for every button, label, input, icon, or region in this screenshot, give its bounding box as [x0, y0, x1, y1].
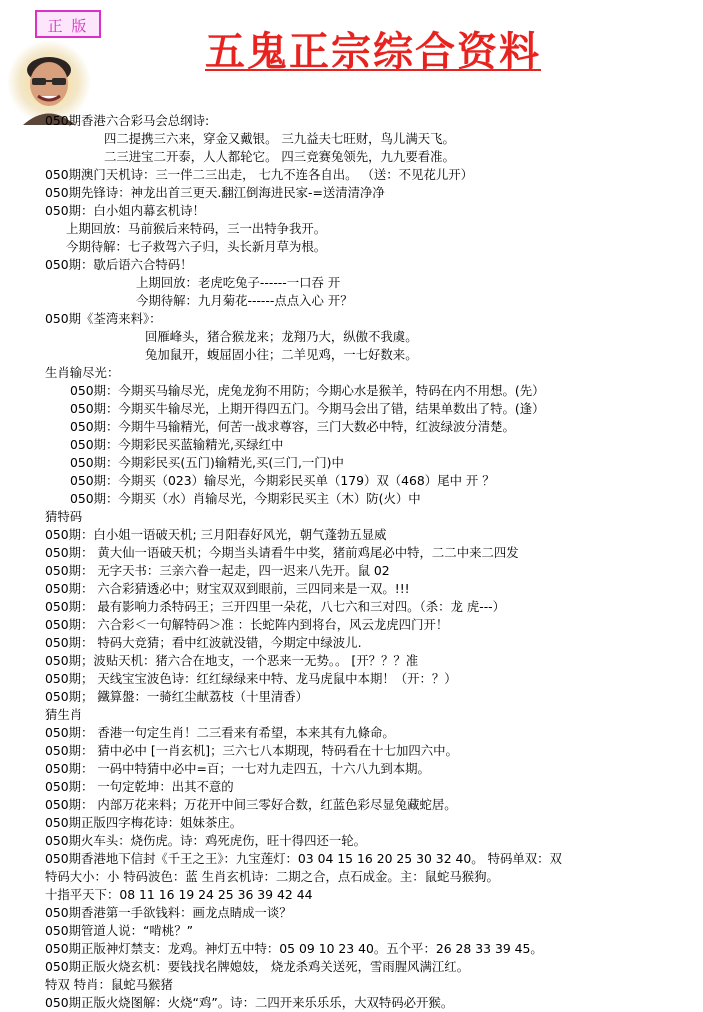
text-line: 050期正版火烧玄机：要钱找名牌媳妓， 烧龙杀鸡关送死，雪雨腥风满江红。 — [45, 959, 470, 974]
text-line: 050期： 特码大竞猜；看中红波就没错，今期定中绿波儿. — [45, 635, 362, 650]
text-line: 今期待解：七子救驾六子归，头长新月草为根。 — [66, 239, 327, 254]
text-line: 050期香港地下信封《千王之王》：九宝莲灯：03 04 15 16 20 25 30 32 40。 特码单双：双 — [45, 851, 562, 866]
section-heading: 生肖输尽光： — [45, 365, 120, 380]
text-line: 050期： 一码中特猜中必中=百；一七对九走四五，十六八九到本期。 — [45, 761, 430, 776]
text-line: 050期火车头：烧伤虎。诗：鸡死虎伤，旺十得四还一轮。 — [45, 833, 367, 848]
text-line: 050期澳门天机诗：三一伴二三出走， 七九不连各自出。 （送：不见花儿开） — [45, 167, 474, 182]
text-line: 050期正版神灯禁支：龙鸡。神灯五中特：05 09 10 23 40。五个平：26 28 33 39 45。 — [45, 941, 543, 956]
section-heading: 猜特码 — [45, 509, 83, 524]
text-line: 050期：今期买牛输尽光，上期开得四五门。今期马会出了错，结果单数出了特。(逢） — [70, 401, 545, 416]
text-line: 050期《荃湾来料》： — [45, 311, 162, 326]
text-line: 050期：今期彩民买蓝输精光,买绿红中 — [70, 437, 284, 452]
text-line: 050期： 猜中必中 [一肖玄机]；三六七八本期现，特码看在十七加四六中。 — [45, 743, 458, 758]
section-heading: 猜生肖 — [45, 707, 83, 722]
text-line: 050期： 香港一句定生肖！二三看来有希望，本来其有九條命。 — [45, 725, 395, 740]
text-line: 050期：今期牛马输精光，何苦一战求尊容，三门大数必中特，红波绿波分清楚。 — [70, 419, 515, 434]
text-line: 050期：歇后语六合特码！ — [45, 257, 193, 272]
text-line: 上期回放：马前猴后来特码，三一出特争我开。 — [66, 221, 327, 236]
page-title: 五鬼正宗综合资料 — [205, 28, 541, 75]
text-line: 050期香港六合彩马会总纲诗: — [45, 113, 210, 128]
text-line: 050期：白小姐内幕玄机诗！ — [45, 203, 205, 218]
text-line: 050期： 内部万花来料；万花开中间三零好合数，红蓝色彩尽显兔藏蛇居。 — [45, 797, 457, 812]
text-line: 050期； 鐵算盤：一骑红尘献荔枝（十里清香） — [45, 689, 309, 704]
text-line: 回雁峰头，猪合猴龙来；龙翔乃大，纵傲不我虞。 — [145, 329, 418, 344]
text-line: 050期： 黄大仙一语破天机；今期当头请看牛中奖，猪前鸡尾必中特，二二中来二四发 — [45, 545, 519, 560]
text-line: 二三进宝二开泰，人人都轮它。 四三竞赛兔领先，九九要看准。 — [104, 149, 455, 164]
text-line: 050期先锋诗：神龙出首三更天.翻江倒海进民家-=送清清净净 — [45, 185, 385, 200]
text-line: 特双 特肖：鼠蛇马猴猪 — [45, 977, 173, 992]
text-line: 050期：今期买（023）输尽光，今期彩民买单（179）双（468）尾中 开 ？ — [70, 473, 495, 488]
text-line: 050期； 天线宝宝波色诗：红红绿绿来中特、龙马虎鼠中本期！（开：？） — [45, 671, 457, 686]
text-line: 四二提携三六来，穿金又戴银。 三九益夫七旺财，鸟儿满天飞。 — [104, 131, 455, 146]
text-line: 050期正版火烧图解：火烧“鸡”。诗：二四开来乐乐乐，大双特码必开猴。 — [45, 995, 454, 1010]
genuine-version-badge: 正 版 — [35, 10, 101, 38]
text-line: 050期；波贴天机：猪六合在地支，一个恶来一无势。。 [开？？？准 — [45, 653, 419, 668]
text-line: 上期回放：老虎吃兔子------一口吞 开 — [136, 275, 341, 290]
text-line: 050期：白小姐一语破天机; 三月阳春好风光，朝气蓬勃五显威 — [45, 527, 387, 542]
text-line: 050期： 六合彩猜透必中；财宝双双到眼前，三四同来是一双。!!! — [45, 581, 410, 596]
text-line: 十指平天下：08 11 16 19 24 25 36 39 42 44 — [45, 887, 313, 902]
text-line: 今期待解：九月菊花------点点入心 开？ — [136, 293, 353, 308]
text-line: 050期：今期买（水）肖输尽光，今期彩民买主（木）防(火）中 — [70, 491, 421, 506]
text-line: 050期香港第一手欲钱料：画龙点睛成一谈？ — [45, 905, 292, 920]
text-line: 050期正版四字梅花诗：姐妹茶庄。 — [45, 815, 243, 830]
text-line: 050期：今期买马输尽光，虎兔龙狗不用防；今期心水是猴羊，特码在内不用想。(先） — [70, 383, 545, 398]
text-line: 050期： 最有影响力杀特码王；三开四里一朵花，八七六和三对四。（杀：龙 虎---） — [45, 599, 506, 614]
text-line: 050期管道人说：“啃桃？” — [45, 923, 194, 938]
text-line: 050期：今期彩民买(五门)输精光,买(三门,一门)中 — [70, 455, 344, 470]
text-line: 050期： 六合彩＜一句解特码＞准 ：长蛇阵内到将台，风云龙虎四门开！ — [45, 617, 449, 632]
text-line: 特码大小：小 特码波色：蓝 生肖玄机诗：二期之合，点石成金。主：鼠蛇马猴狗。 — [45, 869, 499, 884]
text-line: 兔加鼠开，蝮屈固小往；二羊见鸡，一七好数来。 — [145, 347, 418, 362]
text-line: 050期： 无字天书：三亲六眷一起走，四一迟来八先开。鼠 02 — [45, 563, 390, 578]
text-line: 050期： 一句定乾坤：出其不意的 — [45, 779, 234, 794]
